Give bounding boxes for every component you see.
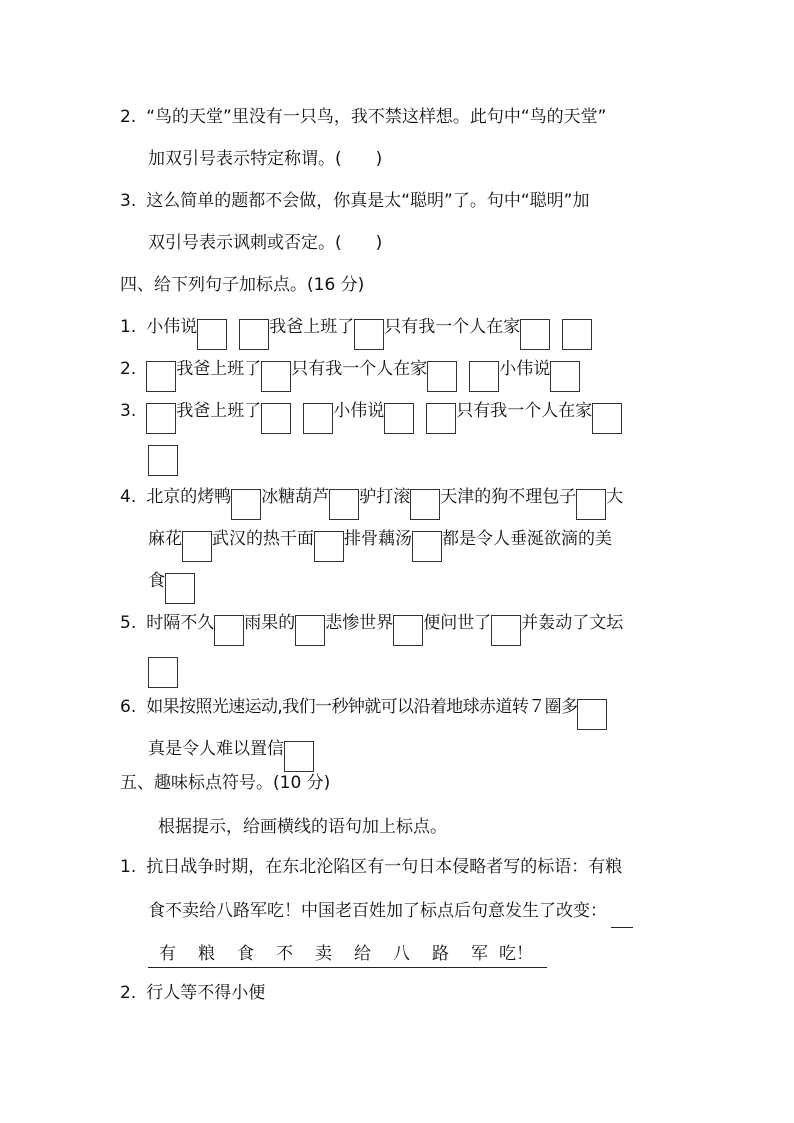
question-number: 6.	[120, 697, 137, 717]
sentence-part: 小伟说	[146, 317, 198, 337]
sentence-part: 如果按照光速运动,我们一秒钟就可以沿着地球赤道转７圈多	[146, 697, 578, 717]
sentence-part: 食	[148, 571, 165, 591]
underlined-char: 有	[148, 941, 187, 968]
punctuation-box[interactable]	[384, 403, 414, 434]
underlined-char: 不	[265, 941, 304, 968]
question-text: 这么简单的题都不会做，你真是太“聪明”了。句中“聪明”加	[146, 191, 590, 211]
s5-q1-line-1	[120, 850, 622, 884]
sentence-part: 小伟说	[333, 401, 385, 421]
punctuation-box[interactable]	[577, 699, 607, 730]
question-text: 抗日战争时期，在东北沦陷区有一句日本侵略者写的标语：有粮	[146, 857, 623, 877]
punctuation-box[interactable]	[520, 319, 550, 350]
punctuation-box[interactable]	[214, 615, 244, 646]
sentence-part: 我爸上班了	[269, 317, 355, 337]
punctuation-box[interactable]	[148, 657, 178, 688]
question-number: 2.	[120, 359, 137, 379]
s4-item-5	[120, 606, 623, 640]
sentence-part: 便问世了	[423, 613, 492, 633]
underlined-char: 军	[460, 941, 499, 968]
underlined-char: 卖	[304, 941, 343, 968]
answer-underline[interactable]	[611, 905, 633, 928]
sentence-part: 只有我一个人在家	[456, 401, 593, 421]
punctuation-box[interactable]	[410, 489, 440, 520]
punctuation-box[interactable]	[469, 361, 499, 392]
s5-q2	[120, 976, 265, 1010]
sentence-part: 北京的烤鸭	[146, 487, 232, 507]
question-number: 4.	[120, 487, 137, 507]
s4-item-4-line-3	[148, 564, 195, 598]
section-5-title: 五、趣味标点符号。(10 分)	[120, 773, 331, 793]
sentence-part: 悲惨世界	[325, 613, 394, 633]
sentence-part: 都是令人垂涎欲滴的美	[442, 529, 612, 549]
punctuation-box[interactable]	[412, 531, 442, 562]
sentence-part: 我爸上班了	[176, 359, 262, 379]
punctuation-box[interactable]	[261, 361, 291, 392]
question-number: 3.	[120, 191, 137, 211]
question-3-line-2	[148, 226, 382, 260]
s4-item-4-line-2	[148, 522, 612, 556]
sentence-part: 麻花	[148, 529, 182, 549]
sentence-part: 我爸上班了	[176, 401, 262, 421]
question-2-line-1	[120, 100, 606, 134]
sentence-part: 大	[606, 487, 624, 507]
question-text: 食不卖给八路军吃！中国老百姓加了标点后句意发生了改变：	[148, 901, 607, 921]
s4-item-1	[120, 310, 592, 344]
punctuation-box[interactable]	[146, 403, 176, 434]
question-2-line-2	[148, 142, 382, 176]
s5-q1-line-2	[148, 894, 633, 928]
sentence-part: 真是令人难以置信	[148, 739, 284, 759]
punctuation-box[interactable]	[231, 489, 261, 520]
sentence-part: 武汉的热干面	[212, 529, 314, 549]
sentence-part: 天津的狗不理包子	[440, 487, 577, 507]
question-text: 加双引号表示特定称谓。( )	[148, 149, 383, 169]
underlined-char: 给	[343, 941, 382, 968]
punctuation-box[interactable]	[146, 361, 176, 392]
s4-item-6	[120, 690, 607, 724]
punctuation-box[interactable]	[148, 445, 178, 476]
question-text: 双引号表示讽刺或否定。( )	[148, 233, 383, 253]
punctuation-box[interactable]	[314, 531, 344, 562]
underlined-char: 吃！	[499, 941, 547, 968]
sentence-part: 只有我一个人在家	[384, 317, 521, 337]
s4-item-2	[120, 352, 580, 386]
question-number: 2.	[120, 983, 137, 1003]
sentence-part: 雨果的	[244, 613, 296, 633]
punctuation-box[interactable]	[427, 361, 457, 392]
s4-item-4-line-1	[120, 480, 623, 514]
sentence-part: 驴打滚	[359, 487, 411, 507]
punctuation-box[interactable]	[329, 489, 359, 520]
sentence-part: 排骨藕汤	[344, 529, 412, 549]
s4-item-3-cont	[148, 436, 178, 470]
question-text: 行人等不得小便	[146, 983, 266, 1003]
punctuation-box[interactable]	[592, 403, 622, 434]
question-number: 3.	[120, 401, 137, 421]
underlined-char: 食	[226, 941, 265, 968]
punctuation-box[interactable]	[303, 403, 333, 434]
s4-item-3	[120, 394, 622, 428]
question-number: 1.	[120, 317, 137, 337]
punctuation-box[interactable]	[576, 489, 606, 520]
question-number: 1.	[120, 857, 137, 877]
punctuation-box[interactable]	[426, 403, 456, 434]
sentence-part: 冰糖葫芦	[261, 487, 330, 507]
punctuation-box[interactable]	[550, 361, 580, 392]
s4-item-6-cont	[148, 732, 314, 766]
punctuation-box[interactable]	[197, 319, 227, 350]
question-text: “鸟的天堂”里没有一只鸟，我不禁这样想。此句中“鸟的天堂”	[146, 107, 607, 127]
punctuation-box[interactable]	[165, 573, 195, 604]
question-number: 2.	[120, 107, 137, 127]
punctuation-box[interactable]	[295, 615, 325, 646]
punctuation-box[interactable]	[261, 403, 291, 434]
punctuation-box[interactable]	[182, 531, 212, 562]
punctuation-box[interactable]	[354, 319, 384, 350]
question-number: 5.	[120, 613, 137, 633]
sentence-part: 只有我一个人在家	[291, 359, 428, 379]
punctuation-box[interactable]	[562, 319, 592, 350]
s4-item-5-cont	[148, 648, 178, 682]
sentence-part: 并轰动了文坛	[521, 613, 624, 633]
sentence-part: 小伟说	[499, 359, 551, 379]
punctuation-box[interactable]	[491, 615, 521, 646]
underlined-char: 粮	[187, 941, 226, 968]
underlined-char: 八	[382, 941, 421, 968]
s5-q1-underlined-sentence	[148, 934, 547, 968]
sentence-part: 时隔不久	[146, 613, 215, 633]
underlined-char: 路	[421, 941, 460, 968]
section-5-instruction: 根据提示，给画横线的语句加上标点。	[158, 817, 447, 837]
section-4-title: 四、给下列句子加标点。(16 分)	[120, 275, 365, 295]
punctuation-box[interactable]	[239, 319, 269, 350]
punctuation-box[interactable]	[393, 615, 423, 646]
question-3-line-1	[120, 184, 589, 218]
